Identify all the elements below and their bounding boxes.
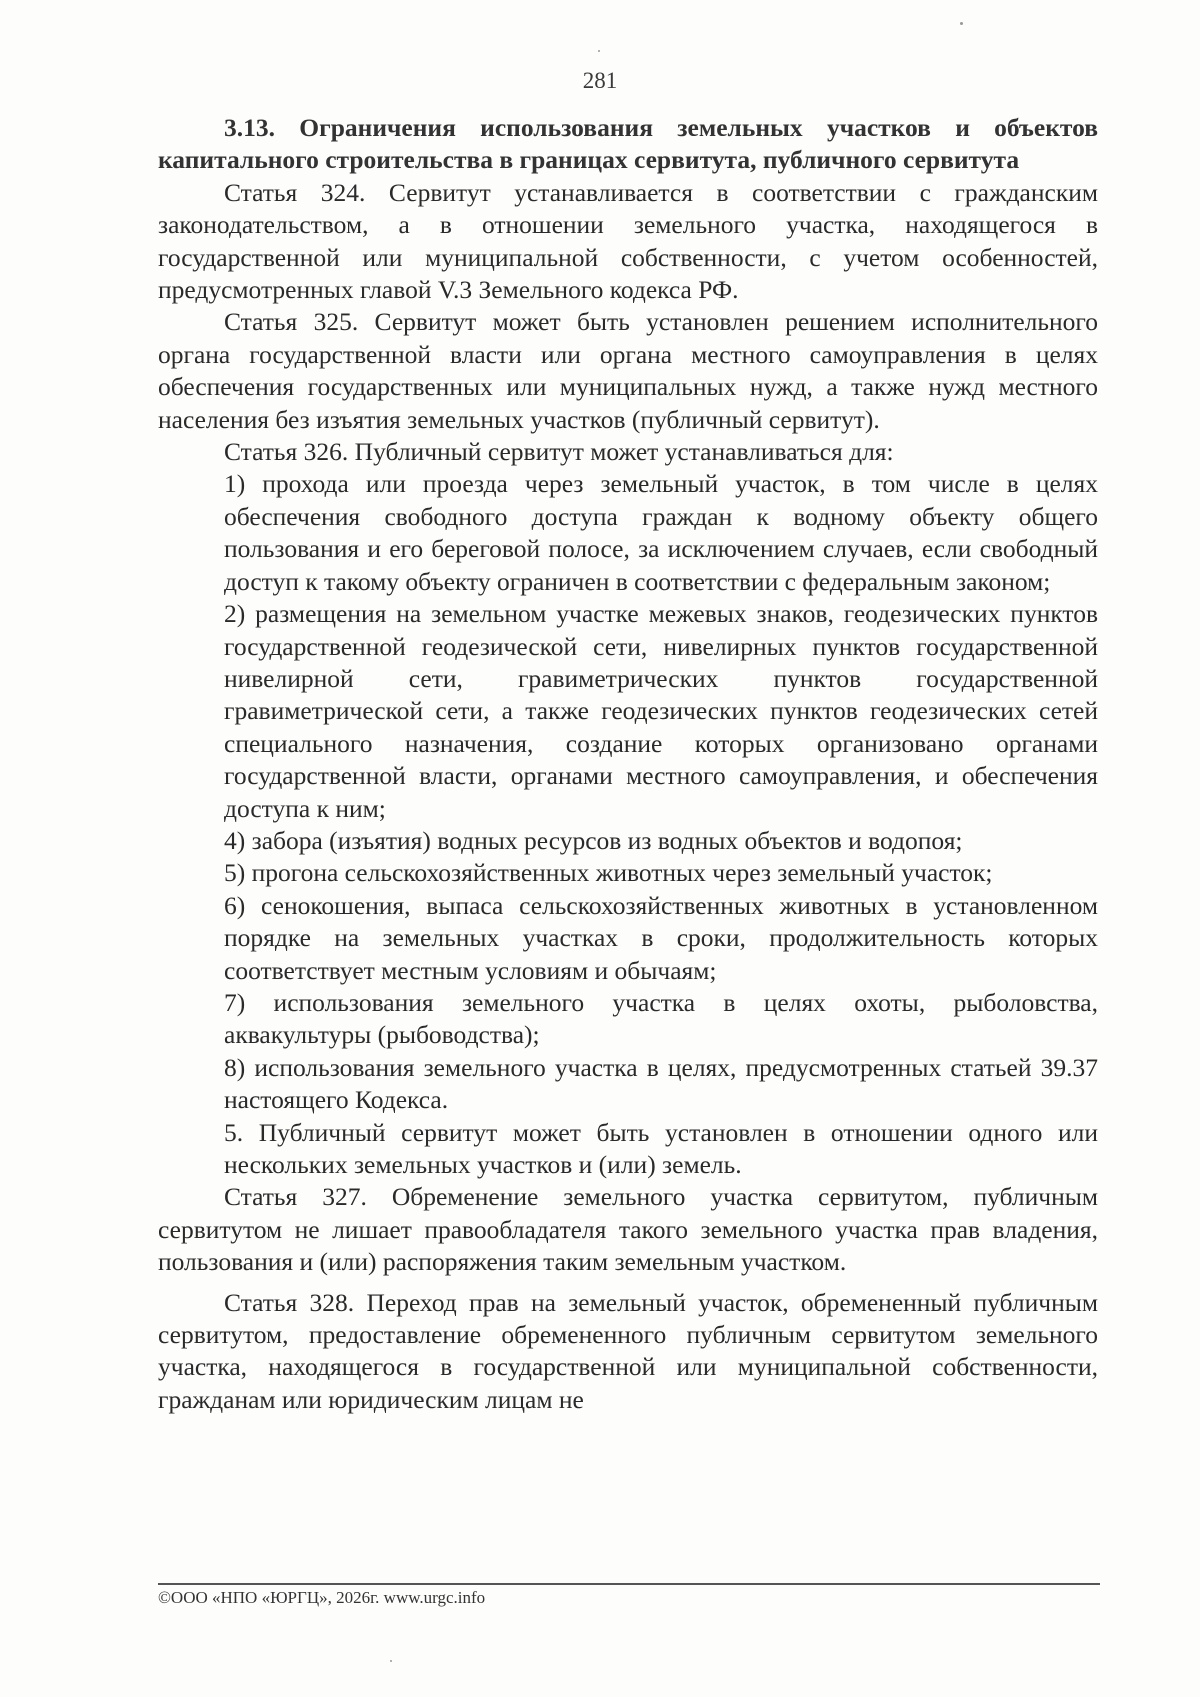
footer-copyright: ©ООО «НПО «ЮРГЦ», 2026г. www.urgc.info: [158, 1588, 486, 1607]
list-item-2: 2) размещения на земельном участке межевых знаков, геодезических пунктов государственной геодезической сети, нивелирных пунктов государственной нивелирной сети, гравиметрических пунктов государственной гравиметрической сети, а также геодезических пунктов геодезических сетей специального назначения, создание которых организовано органами государственной власти, органами местного самоуправления, и обеспечения доступа к ним;: [224, 599, 1098, 823]
list-item-5: 5) прогона сельскохозяйственных животных через земельный участок;: [224, 858, 993, 888]
list-item-6: 6) сенокошения, выпаса сельскохозяйственных животных в установленном порядке на земельных участках в сроки, продолжительность которых соответствует местным условиям и обычаям;: [224, 890, 1098, 985]
article-325: Статья 325. Сервитут может быть установлен решением исполнительного органа государственной власти или органа местного самоуправления в целях обеспечения государственных или муниципальных нужд, а также нужд местного населения без изъятия земельных участков (публичный сервитут).: [158, 307, 1098, 434]
article-328: Статья 328. Переход прав на земельный участок, обремененный публичным сервитутом, предоставление обремененного публичным сервитутом земельного участка, находящегося в государственной или муниципальной собственности, гражданам или юридическим лицам не: [158, 1287, 1098, 1414]
document-body: [158, 112, 1098, 1416]
list-item-1: 1) прохода или проезда через земельный участок, в том числе в целях обеспечения свободного доступа граждан к водному объекту общего пользования и его береговой полосе, за исключением случаев, если свободный доступ к такому объекту ограничен в соответствии с федеральным законом;: [224, 469, 1098, 596]
scan-speck: [598, 50, 600, 52]
article-324: Статья 324. Сервитут устанавливается в соответствии с гражданским законодательством, а в отношении земельного участка, находящегося в государственной или муниципальной собственности, с учетом особенностей, предусмотренных главой V.3 Земельного кодекса РФ.: [158, 177, 1098, 305]
page-number: 281: [582, 68, 618, 93]
list-item-4: 4) забора (изъятия) водных ресурсов из водных объектов и водопоя;: [224, 825, 963, 855]
section-heading: 3.13. Ограничения использования земельных участков и объектов капитального строительства в границах сервитута, публичного сервитута: [158, 113, 1098, 175]
scan-speck: [960, 22, 963, 25]
clause-5: 5. Публичный сервитут может быть установлен в отношении одного или нескольких земельных участков и (или) земель.: [224, 1117, 1098, 1179]
list-item-7: 7) использования земельного участка в целях охоты, рыболовства, аквакультуры (рыбоводства);: [224, 987, 1098, 1050]
footer-divider: [158, 1583, 1100, 1585]
article-327: Статья 327. Обременение земельного участка сервитутом, публичным сервитутом не лишает правообладателя такого земельного участка прав владения, пользования и (или) распоряжения таким земельным участком.: [158, 1182, 1098, 1277]
article-326: Статья 326. Публичный сервитут может устанавливаться для:: [224, 437, 894, 467]
list-item-8: 8) использования земельного участка в целях, предусмотренных статьей 39.37 настоящего Кодекса.: [224, 1052, 1098, 1115]
scan-speck: [390, 1660, 392, 1662]
